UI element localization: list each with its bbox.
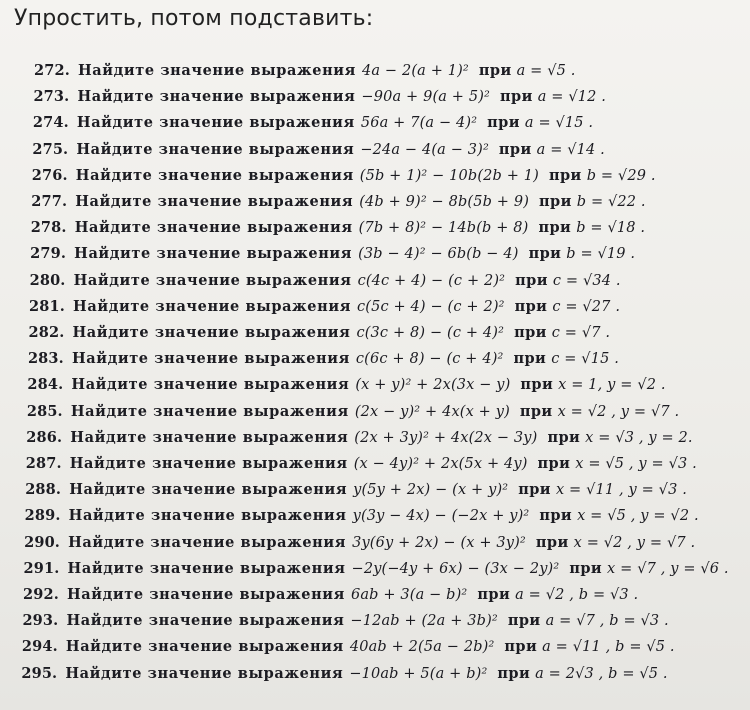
problem-item (31, 193, 645, 210)
condition-value: b = √18 . (576, 220, 646, 237)
problem-item (33, 88, 606, 105)
problem-phrase: Найдите значение выражения (75, 166, 354, 184)
problem-phrase: Найдите значение выражения (72, 324, 351, 341)
problem-number: 286. (26, 428, 63, 446)
problem-item (26, 429, 692, 446)
problem-condition (487, 115, 593, 131)
problem-phrase: Найдите значение выражения (76, 140, 355, 158)
condition-value: c = √34 . (552, 272, 621, 289)
page-heading: Упростить, потом подставить: (14, 6, 374, 31)
problem-item (24, 560, 729, 577)
problem-phrase: Найдите значение выражения (73, 271, 352, 289)
condition-value: x = √11 , y = √3 . (555, 482, 687, 499)
problem-item (27, 376, 665, 393)
problem-phrase: Найдите значение выражения (65, 638, 344, 656)
condition-word: при (498, 140, 532, 158)
problem-number: 288. (25, 481, 62, 499)
condition-word: при (539, 507, 573, 525)
problem-expression: −2y(−4y + 6x) − (3x − 2y)² (351, 560, 560, 577)
problem-phrase: Найдите значение выражения (68, 507, 347, 525)
problem-condition (520, 377, 665, 393)
problem-condition (539, 194, 646, 210)
problem-expression: (3b − 4)² − 6b(b − 4) (358, 246, 519, 263)
problem-item (22, 612, 668, 629)
problem-item (30, 245, 635, 262)
condition-value: x = √7 , y = √6 . (607, 560, 729, 577)
problem-condition (508, 613, 669, 629)
problem-number: 295. (21, 664, 58, 682)
condition-word: при (518, 481, 551, 499)
problem-condition (479, 63, 576, 79)
problem-condition (547, 430, 692, 446)
problem-number: 287. (25, 455, 62, 472)
problem-expression: (x + y)² + 2x(3x − y) (355, 377, 511, 394)
problem-expression: c(4c + 4) − (c + 2)² (357, 272, 506, 289)
condition-value: b = √22 . (576, 194, 646, 210)
condition-value: x = 1, y = √2 . (558, 377, 666, 394)
problem-number: 290. (24, 533, 61, 551)
problem-phrase: Найдите значение выражения (74, 219, 353, 237)
problem-number: 276. (31, 166, 68, 184)
condition-value: a = √2 , b = √3 . (515, 587, 639, 603)
problem-number: 282. (28, 324, 65, 341)
condition-word: при (528, 245, 562, 263)
condition-value: x = √3 , y = 2. (585, 429, 693, 446)
problem-item (23, 586, 638, 603)
problem-number: 272. (34, 62, 70, 79)
problem-expression: c(6c + 8) − (c + 4)² (355, 351, 504, 368)
problem-phrase: Найдите значение выражения (66, 612, 345, 630)
condition-value: a = √5 . (516, 63, 576, 79)
problem-condition (539, 508, 698, 524)
condition-word: при (478, 62, 512, 79)
problem-expression: −90a + 9(a + 5)² (361, 89, 491, 106)
problem-number: 278. (30, 219, 67, 237)
problem-phrase: Найдите значение выражения (74, 245, 353, 263)
problem-phrase: Найдите значение выражения (78, 62, 356, 79)
problem-condition (520, 404, 679, 420)
problem-phrase: Найдите значение выражения (67, 586, 345, 603)
condition-word: при (548, 166, 582, 184)
problem-number: 294. (21, 638, 58, 656)
problem-item (32, 141, 605, 158)
condition-word: при (535, 533, 569, 551)
problem-item (28, 350, 619, 367)
condition-word: при (520, 376, 554, 394)
condition-word: при (507, 612, 541, 630)
condition-word: при (513, 350, 547, 368)
problem-number: 284. (27, 376, 64, 394)
condition-word: при (519, 402, 553, 420)
problem-condition (569, 561, 728, 577)
condition-value: x = √2 , y = √7 . (557, 403, 680, 420)
problem-expression: −24a − 4(a − 3)² (360, 141, 489, 158)
condition-value: x = √5 , y = √2 . (577, 508, 699, 525)
condition-value: a = √11 , b = √5 . (542, 639, 675, 656)
problem-phrase: Найдите значение выражения (68, 533, 347, 551)
problem-phrase: Найдите значение выражения (70, 402, 349, 420)
problem-expression: 3y(6y + 2x) − (x + 3y)² (352, 534, 526, 551)
problem-condition (499, 142, 605, 158)
problem-number: 291. (23, 559, 60, 577)
problem-condition (500, 89, 606, 105)
condition-word: при (547, 428, 581, 446)
problem-phrase: Найдите значение выражения (77, 88, 356, 106)
problem-phrase: Найдите значение выражения (71, 376, 350, 394)
problem-expression: 6ab + 3(a − b)² (350, 587, 468, 603)
problem-number: 273. (33, 88, 70, 106)
problem-number: 293. (22, 612, 59, 630)
condition-word: при (477, 586, 511, 603)
condition-word: при (538, 219, 572, 237)
condition-value: x = √5 , y = √3 . (575, 456, 697, 472)
problem-expression: (2x + 3y)² + 4x(2x − 3y) (354, 429, 538, 446)
problem-expression: 56a + 7(a − 4)² (360, 115, 478, 132)
problem-expression: (7b + 8)² − 14b(b + 8) (358, 220, 529, 237)
problem-condition (536, 535, 695, 551)
problem-expression: −12ab + (2a + 3b)² (350, 613, 498, 630)
problem-expression: (2x − y)² + 4x(x + y) (354, 403, 510, 420)
condition-value: b = √29 . (586, 167, 656, 184)
problem-item (32, 167, 656, 184)
problem-phrase: Найдите значение выражения (76, 114, 355, 132)
problem-condition (497, 666, 667, 682)
problem-expression: (x − 4y)² + 2x(5x + 4y) (353, 456, 528, 472)
problem-phrase: Найдите значение выражения (69, 481, 348, 499)
condition-word: при (497, 664, 531, 682)
condition-word: при (569, 559, 603, 577)
problem-number: 277. (31, 193, 68, 210)
condition-value: c = √15 . (551, 351, 619, 368)
problem-condition (514, 325, 610, 341)
condition-value: a = √12 . (537, 89, 607, 106)
condition-value: a = √15 . (524, 115, 594, 132)
problem-phrase: Найдите значение выражения (73, 297, 352, 315)
problem-number: 285. (26, 402, 63, 420)
problem-number: 275. (32, 140, 69, 158)
problem-expression: y(5y + 2x) − (x + y)² (353, 482, 509, 499)
problem-phrase: Найдите значение выражения (75, 193, 354, 210)
problem-condition (529, 246, 636, 262)
problem-phrase: Найдите значение выражения (65, 664, 344, 682)
problem-expression: 4a − 2(a + 1)² (361, 63, 469, 79)
condition-word: при (514, 297, 548, 315)
problem-item (22, 638, 675, 655)
problem-condition (538, 220, 645, 236)
condition-value: c = √7 . (551, 325, 611, 341)
condition-word: при (537, 455, 571, 472)
condition-word: при (487, 114, 520, 132)
problem-item (25, 481, 687, 498)
condition-word: при (514, 324, 547, 341)
problem-item (24, 534, 695, 551)
problem-item (21, 665, 667, 682)
problem-expression: −10ab + 5(a + b)² (349, 665, 488, 682)
condition-word: при (539, 193, 572, 210)
problem-condition (549, 168, 656, 184)
problem-item (31, 219, 645, 236)
problem-item (27, 403, 679, 420)
condition-value: c = √27 . (552, 298, 621, 315)
problem-item (34, 62, 576, 79)
problem-number: 280. (29, 271, 66, 289)
condition-word: при (515, 271, 548, 289)
problem-number: 279. (30, 245, 67, 263)
problem-expression: y(3y − 4x) − (−2x + y)² (352, 508, 530, 525)
problem-expression: (4b + 9)² − 8b(5b + 9) (359, 194, 530, 210)
problem-number: 283. (27, 350, 64, 368)
condition-word: при (504, 638, 538, 656)
problem-number: 274. (32, 114, 69, 132)
problem-item (29, 298, 620, 315)
problem-condition (515, 273, 620, 289)
problem-phrase: Найдите значение выражения (67, 559, 346, 577)
condition-value: a = √7 , b = √3 . (545, 613, 669, 630)
problem-condition (504, 639, 674, 655)
problem-expression: (5b + 1)² − 10b(2b + 1) (359, 167, 539, 184)
problem-expression: c(3c + 8) − (c + 4)² (356, 325, 505, 341)
problem-item (26, 455, 697, 472)
problem-item (25, 507, 699, 524)
problem-item (33, 114, 593, 131)
problem-number: 292. (23, 586, 59, 603)
problem-condition (514, 351, 619, 367)
problem-number: 281. (29, 297, 65, 315)
condition-value: x = √2 , y = √7 . (573, 534, 696, 551)
condition-value: a = √14 . (536, 141, 605, 158)
problem-phrase: Найдите значение выражения (70, 428, 349, 446)
problem-number: 289. (24, 507, 61, 525)
problem-expression: 40ab + 2(5a − 2b)² (349, 639, 495, 656)
problem-item (30, 272, 621, 289)
problem-phrase: Найдите значение выражения (69, 455, 348, 472)
problem-condition (538, 456, 697, 472)
condition-value: a = 2√3 , b = √5 . (535, 665, 668, 682)
problem-condition (518, 482, 687, 498)
problem-condition (515, 299, 620, 315)
problem-item (29, 324, 611, 341)
problem-phrase: Найдите значение выражения (71, 350, 350, 368)
problem-condition (477, 587, 638, 603)
condition-value: b = √19 . (566, 246, 636, 263)
condition-word: при (500, 88, 533, 106)
problem-expression: c(5c + 4) − (c + 2)² (357, 298, 505, 315)
